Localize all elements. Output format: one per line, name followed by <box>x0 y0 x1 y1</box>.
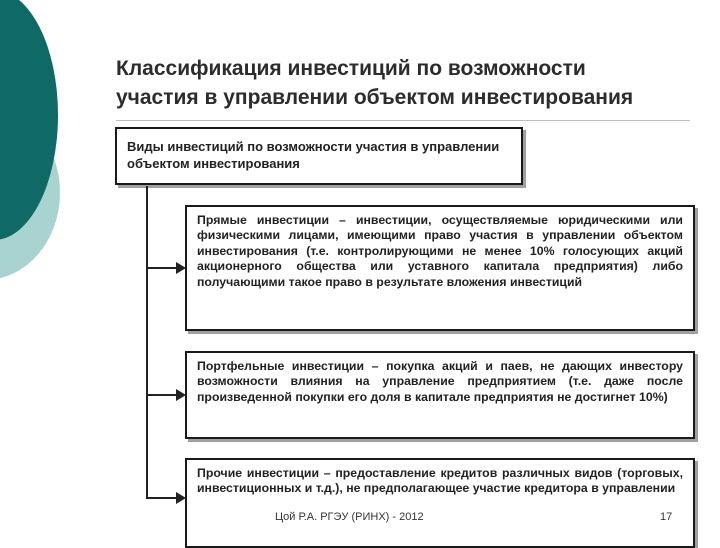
slide-title <box>116 54 706 112</box>
other-investments-definition: – предоставление кредитов различных видов (торговых, инвестиционных и т.д.), не предполагающее участие кредитора в управлении <box>197 466 683 496</box>
root-category-label: Виды инвестиций по возможности участия в управлении объектом инвестирования <box>127 139 500 171</box>
slide-title-line-2: участия в управлении объектом инвестирования <box>116 86 634 109</box>
page-number: 17 <box>660 511 673 523</box>
other-investments-term: Прочие инвестиции <box>197 466 320 480</box>
footer-author: Цой Р.А. РГЭУ (РИНХ) - 2012 <box>275 511 424 523</box>
direct-investments-term: Прямые инвестиции <box>197 213 330 227</box>
title-divider <box>116 120 690 121</box>
other-investments-box <box>185 458 695 548</box>
connector-branch-direct <box>146 267 178 269</box>
direct-investments-definition: – инвестиции, осуществляемые юридическими или физическими лицами, имеющими право участия в управлении объектом инвестирования (т.е. контролирующими не менее 10% голосующих акций акционерного общества или уставного капитала предприятия) либо получающими такое право в результате вложения инвестиций <box>197 213 683 289</box>
connector-branch-portfolio <box>146 394 178 396</box>
portfolio-investments-term: Портфельные инвестиции <box>197 359 365 373</box>
slide-title-line-1: Классификация инвестиций по возможности <box>116 57 586 80</box>
connector-trunk <box>146 186 148 498</box>
root-category-box <box>115 127 523 185</box>
direct-investments-box <box>185 205 695 331</box>
connector-branch-other <box>146 497 178 499</box>
portfolio-investments-definition: – покупка акций и паев, не дающих инвестору возможности влияния на управление предприятием (т.е. даже после произведенной покупки его доля в капитале предприятия не достигнет 10%) <box>197 359 684 404</box>
portfolio-investments-box <box>185 351 695 439</box>
